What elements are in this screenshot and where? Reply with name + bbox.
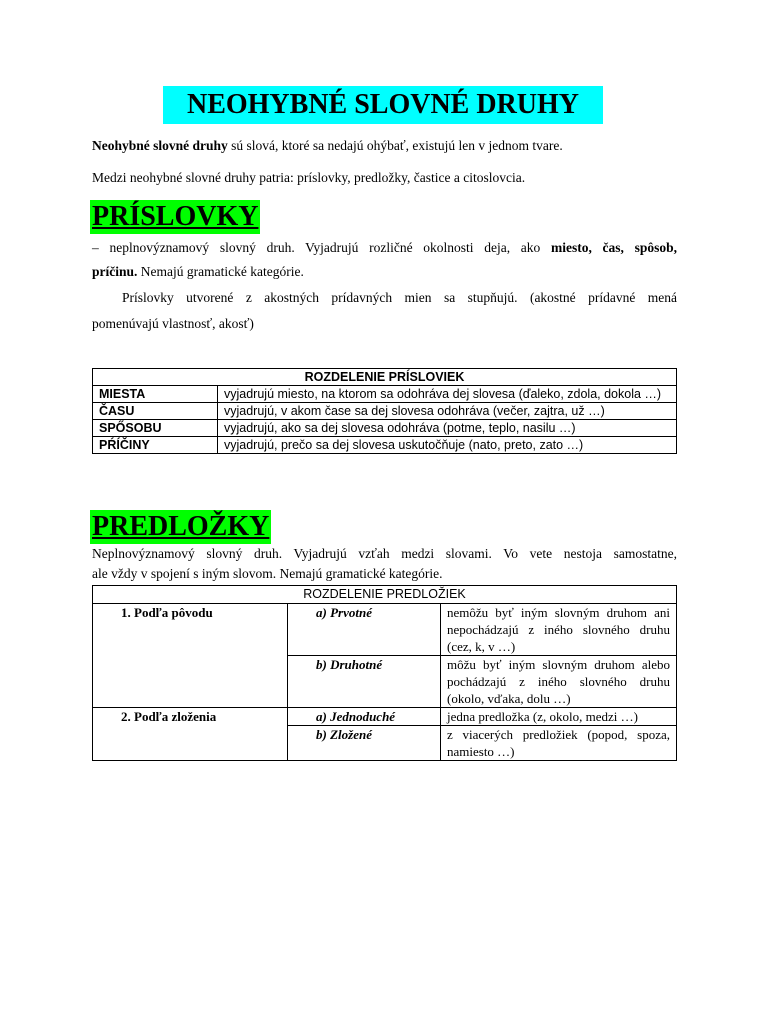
predlozky-line-1: Neplnovýznamový slovný druh. Vyjadrujú vzťah medzi slovami. Vo vete nestoja samostatne, <box>92 546 677 561</box>
predlozky-heading: PREDLOŽKY <box>92 511 270 542</box>
item-description-line: nepochádzajú z iného slovného druhu <box>447 622 670 637</box>
predlozky-line-2: ale vždy v spojení s iným slovom. Nemajú gramatické kategórie. <box>92 566 443 581</box>
page-title: NEOHYBNÉ SLOVNÉ DRUHY <box>163 86 603 124</box>
item-description-line: (okolo, vďaka, dolu …) <box>447 691 571 706</box>
table-cell-description: vyjadrujú miesto, na ktorom sa odohráva dej slovesa (ďaleko, zdola, dokola …) <box>218 386 677 403</box>
table-row <box>93 604 677 656</box>
prislovky-table <box>92 368 677 454</box>
item-description-line: jedna predložka (z, okolo, medzi …) <box>447 709 638 724</box>
prislovky-heading: PRÍSLOVKY <box>92 201 259 232</box>
predlozky-table <box>92 585 677 761</box>
intro-definition <box>92 134 563 158</box>
table-row <box>93 403 677 420</box>
table-cell-category: ČASU <box>93 403 218 420</box>
item-description <box>441 656 677 708</box>
item-label: b) Druhotné <box>288 656 441 708</box>
predlozky-table-header-row <box>93 586 677 604</box>
group-label: 1. Podľa pôvodu <box>93 604 288 708</box>
prislovky-line-2 <box>92 260 304 284</box>
prislovky-line-1 <box>92 236 677 260</box>
item-label: a) Jednoduché <box>288 708 441 726</box>
item-description <box>441 604 677 656</box>
item-description <box>441 708 677 726</box>
item-label: b) Zložené <box>288 726 441 761</box>
table-cell-category: SPŐSOBU <box>93 420 218 437</box>
item-description-line: pochádzajú z iného slovného druhu <box>447 674 670 689</box>
table-row <box>93 708 677 726</box>
prislovky-line-1-bold: miesto, čas, spôsob, <box>550 240 677 255</box>
intro-list-sentence: Medzi neohybné slovné druhy patria: príslovky, predložky, častice a citoslovcia. <box>92 170 526 185</box>
prislovky-line-1-text: – neplnovýznamový slovný druh. Vyjadrujú rozličné okolnosti deja, ako <box>92 240 551 255</box>
predlozky-table-header: ROZDELENIE PREDLOŽIEK <box>93 586 677 604</box>
item-description-line: nemôžu byť iným slovným druhom ani <box>447 605 670 620</box>
item-label: a) Prvotné <box>288 604 441 656</box>
prislovky-table-header-row <box>93 369 677 386</box>
prislovky-para-2-line-2: pomenúvajú vlastnosť, akosť) <box>92 316 254 331</box>
prislovky-table-header: ROZDELENIE PRÍSLOVIEK <box>93 369 677 386</box>
table-cell-description: vyjadrujú, prečo sa dej slovesa uskutočňuje (nato, preto, zato …) <box>218 437 677 454</box>
table-row <box>93 386 677 403</box>
intro-definition-text: sú slová, ktoré sa nedajú ohýbať, existujú len v jednom tvare. <box>227 138 563 153</box>
item-description-line: môžu byť iným slovným druhom alebo <box>447 657 670 672</box>
item-description-line: namiesto …) <box>447 744 515 759</box>
prislovky-line-2-text: Nemajú gramatické kategórie. <box>137 264 304 279</box>
table-cell-description: vyjadrujú, ako sa dej slovesa odohráva (potme, teplo, nasilu …) <box>218 420 677 437</box>
intro-term: Neohybné slovné druhy <box>92 138 228 153</box>
table-row <box>93 420 677 437</box>
table-cell-description: vyjadrujú, v akom čase sa dej slovesa odohráva (večer, zajtra, už …) <box>218 403 677 420</box>
table-cell-category: MIESTA <box>93 386 218 403</box>
item-description-line: (cez, k, v …) <box>447 639 516 654</box>
prislovky-line-2-bold: príčinu. <box>92 264 138 279</box>
table-row <box>93 437 677 454</box>
prislovky-para-2-line-1: Príslovky utvorené z akostných prídavných mien sa stupňujú. (akostné prídavné mená <box>122 290 677 305</box>
group-label: 2. Podľa zloženia <box>93 708 288 761</box>
table-cell-category: PŔÍČINY <box>93 437 218 454</box>
item-description <box>441 726 677 761</box>
item-description-line: z viacerých predložiek (popod, spoza, <box>447 727 670 742</box>
